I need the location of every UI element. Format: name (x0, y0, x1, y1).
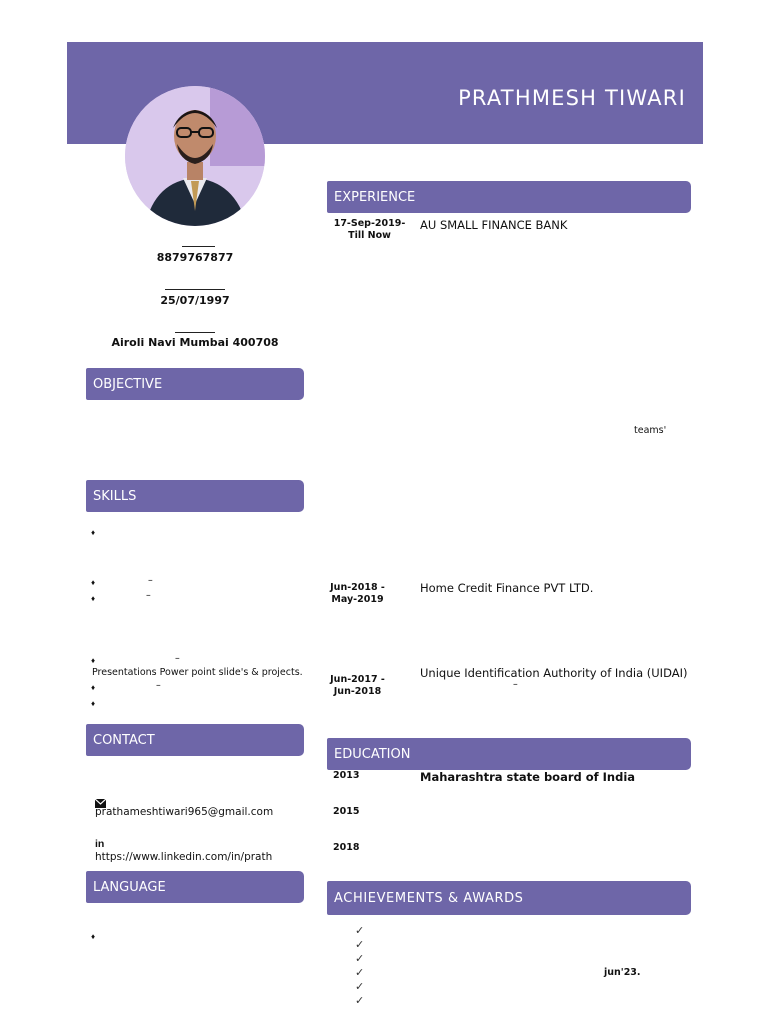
achievement-check-4: ✓ (355, 967, 365, 979)
skill-bullet-1: ♦ (91, 528, 96, 537)
achievement-check-3: ✓ (355, 953, 365, 965)
language-bullet: ♦ (91, 932, 96, 941)
section-achievements: ACHIEVEMENTS & AWARDS (327, 881, 691, 915)
section-contact: CONTACT (86, 724, 304, 756)
section-experience: EXPERIENCE (327, 181, 691, 213)
education-1-year: 2013 (333, 770, 360, 781)
education-3-year: 2018 (333, 842, 360, 853)
experience-3-dash: – (513, 679, 518, 690)
dob-divider (165, 289, 225, 290)
skill-dash-2: – (146, 590, 151, 601)
section-objective: OBJECTIVE (86, 368, 304, 400)
skill-bullet-6: ♦ (91, 699, 96, 708)
achievement-note: jun'23. (604, 967, 641, 978)
experience-1-date: 17-Sep-2019-Till Now (333, 218, 406, 241)
experience-3-date: Jun-2017 - Jun-2018 (330, 674, 385, 697)
profile-photo (125, 86, 265, 226)
skill-bullet-5: ♦ (91, 683, 96, 692)
achievement-check-1: ✓ (355, 925, 365, 937)
profile-photo-illustration (125, 86, 265, 226)
section-education: EDUCATION (327, 738, 691, 770)
linkedin-icon: in (95, 838, 105, 850)
skill-presentations: Presentations Power point slide's & projects. (92, 667, 303, 678)
achievement-check-5: ✓ (355, 981, 365, 993)
experience-3-company: Unique Identification Authority of India (UIDAI) (420, 666, 688, 680)
experience-1-company: AU SMALL FINANCE BANK (420, 218, 568, 232)
section-language: LANGUAGE (86, 871, 304, 903)
skill-dash-3: – (175, 653, 180, 664)
skill-dash-4: – (156, 680, 161, 691)
phone-divider (182, 246, 215, 247)
contact-linkedin[interactable]: https://www.linkedin.com/in/prath (95, 851, 273, 863)
education-2-year: 2015 (333, 806, 360, 817)
skill-bullet-4: ♦ (91, 656, 96, 665)
skill-bullet-2: ♦ (91, 578, 96, 587)
education-1-board: Maharashtra state board of India (420, 770, 636, 784)
phone-number: 8879767877 (156, 251, 234, 264)
address: Airoli Navi Mumbai 400708 (111, 336, 279, 349)
achievement-check-2: ✓ (355, 939, 365, 951)
experience-teams-text: teams' (634, 425, 667, 436)
experience-2-date: Jun-2018 - May-2019 (330, 582, 385, 605)
candidate-name: PRATHMESH TIWARI (458, 86, 686, 110)
achievement-check-6: ✓ (355, 995, 365, 1007)
section-skills: SKILLS (86, 480, 304, 512)
skill-dash-1: – (148, 575, 153, 586)
date-of-birth: 25/07/1997 (160, 294, 230, 307)
experience-2-company: Home Credit Finance PVT LTD. (420, 581, 594, 595)
contact-email[interactable]: prathameshtiwari965@gmail.com (95, 806, 274, 818)
skill-bullet-3: ♦ (91, 594, 96, 603)
address-divider (175, 332, 215, 333)
